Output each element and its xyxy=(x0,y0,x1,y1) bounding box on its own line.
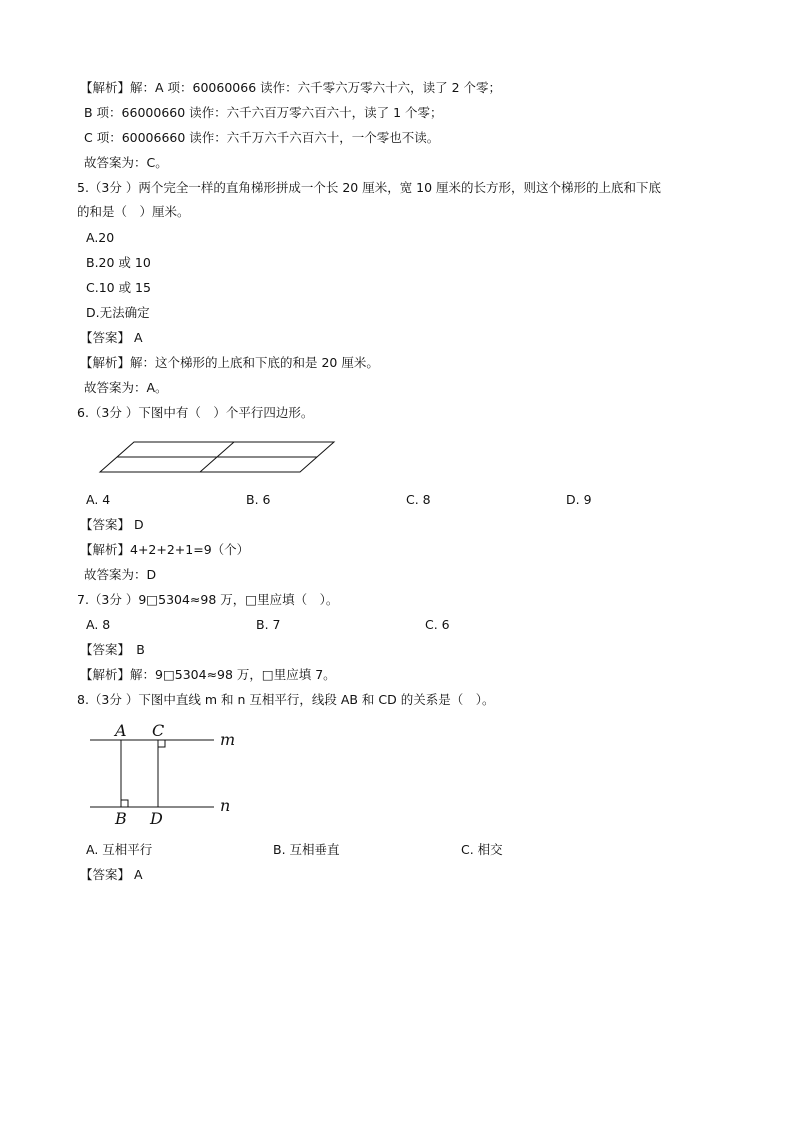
q8-label-d: D xyxy=(150,809,163,828)
q8-parallel-lines-figure xyxy=(88,718,248,830)
q7-stem: 7.（3分 ）9□5304≈98 万，□里应填（ ）。 xyxy=(77,592,339,607)
q8-answer: 【答案】 A xyxy=(80,867,143,882)
q5-option-d: D.无法确定 xyxy=(86,305,150,320)
q4-analysis-line-c: C 项：60006660 读作：六千万六千六百六十，一个零也不读。 xyxy=(84,130,440,145)
q8-option-b: B. 互相垂直 xyxy=(273,842,340,857)
q8-right-angle-b xyxy=(121,800,128,807)
q5-answer: 【答案】 A xyxy=(80,330,143,345)
q6-option-b: B. 6 xyxy=(246,492,271,507)
q8-stem: 8.（3分 ）下图中直线 m 和 n 互相平行，线段 AB 和 CD 的关系是（ ）。 xyxy=(77,692,495,707)
q6-stem: 6.（3分 ）下图中有（ ）个平行四边形。 xyxy=(77,405,314,420)
q5-option-a: A.20 xyxy=(86,230,115,245)
q8-option-a: A. 互相平行 xyxy=(86,842,153,857)
q6-parallelogram-figure xyxy=(96,438,338,474)
q4-analysis-line-b: B 项：66000660 读作：六千六百万零六百六十，读了 1 个零； xyxy=(84,105,443,120)
q7-option-a: A. 8 xyxy=(86,617,111,632)
q6-answer: 【答案】 D xyxy=(80,517,144,532)
q6-option-a: A. 4 xyxy=(86,492,111,507)
q8-label-b: B xyxy=(115,809,127,828)
q8-label-c: C xyxy=(152,721,165,740)
q4-analysis-line-a: 【解析】解：A 项：60060066 读作：六千零六万零六十六，读了 2 个零； xyxy=(80,80,502,95)
q6-analysis: 【解析】4+2+2+1=9（个） xyxy=(80,542,250,557)
q8-option-c: C. 相交 xyxy=(461,842,503,857)
q7-option-b: B. 7 xyxy=(256,617,281,632)
q7-answer: 【答案】 B xyxy=(80,642,145,657)
q8-right-angle-c xyxy=(158,740,165,747)
q5-option-b: B.20 或 10 xyxy=(86,255,151,270)
q5-analysis: 【解析】解：这个梯形的上底和下底的和是 20 厘米。 xyxy=(80,355,379,370)
q5-stem-line2: 的和是（ ）厘米。 xyxy=(77,204,190,219)
q6-conclusion: 故答案为：D xyxy=(84,567,157,582)
q5-conclusion: 故答案为：A。 xyxy=(84,380,168,395)
q7-analysis: 【解析】解：9□5304≈98 万，□里应填 7。 xyxy=(80,667,336,682)
q6-option-c: C. 8 xyxy=(406,492,431,507)
q8-label-m: m xyxy=(220,730,236,749)
q4-conclusion: 故答案为：C。 xyxy=(84,155,168,170)
q5-stem-line1: 5.（3分 ）两个完全一样的直角梯形拼成一个长 20 厘米，宽 10 厘米的长方形，则这个梯形的上底和下底 xyxy=(77,180,662,195)
q8-label-a: A xyxy=(115,721,127,740)
q8-label-n: n xyxy=(220,796,231,815)
q7-option-c: C. 6 xyxy=(425,617,450,632)
q6-option-d: D. 9 xyxy=(566,492,592,507)
q5-option-c: C.10 或 15 xyxy=(86,280,151,295)
